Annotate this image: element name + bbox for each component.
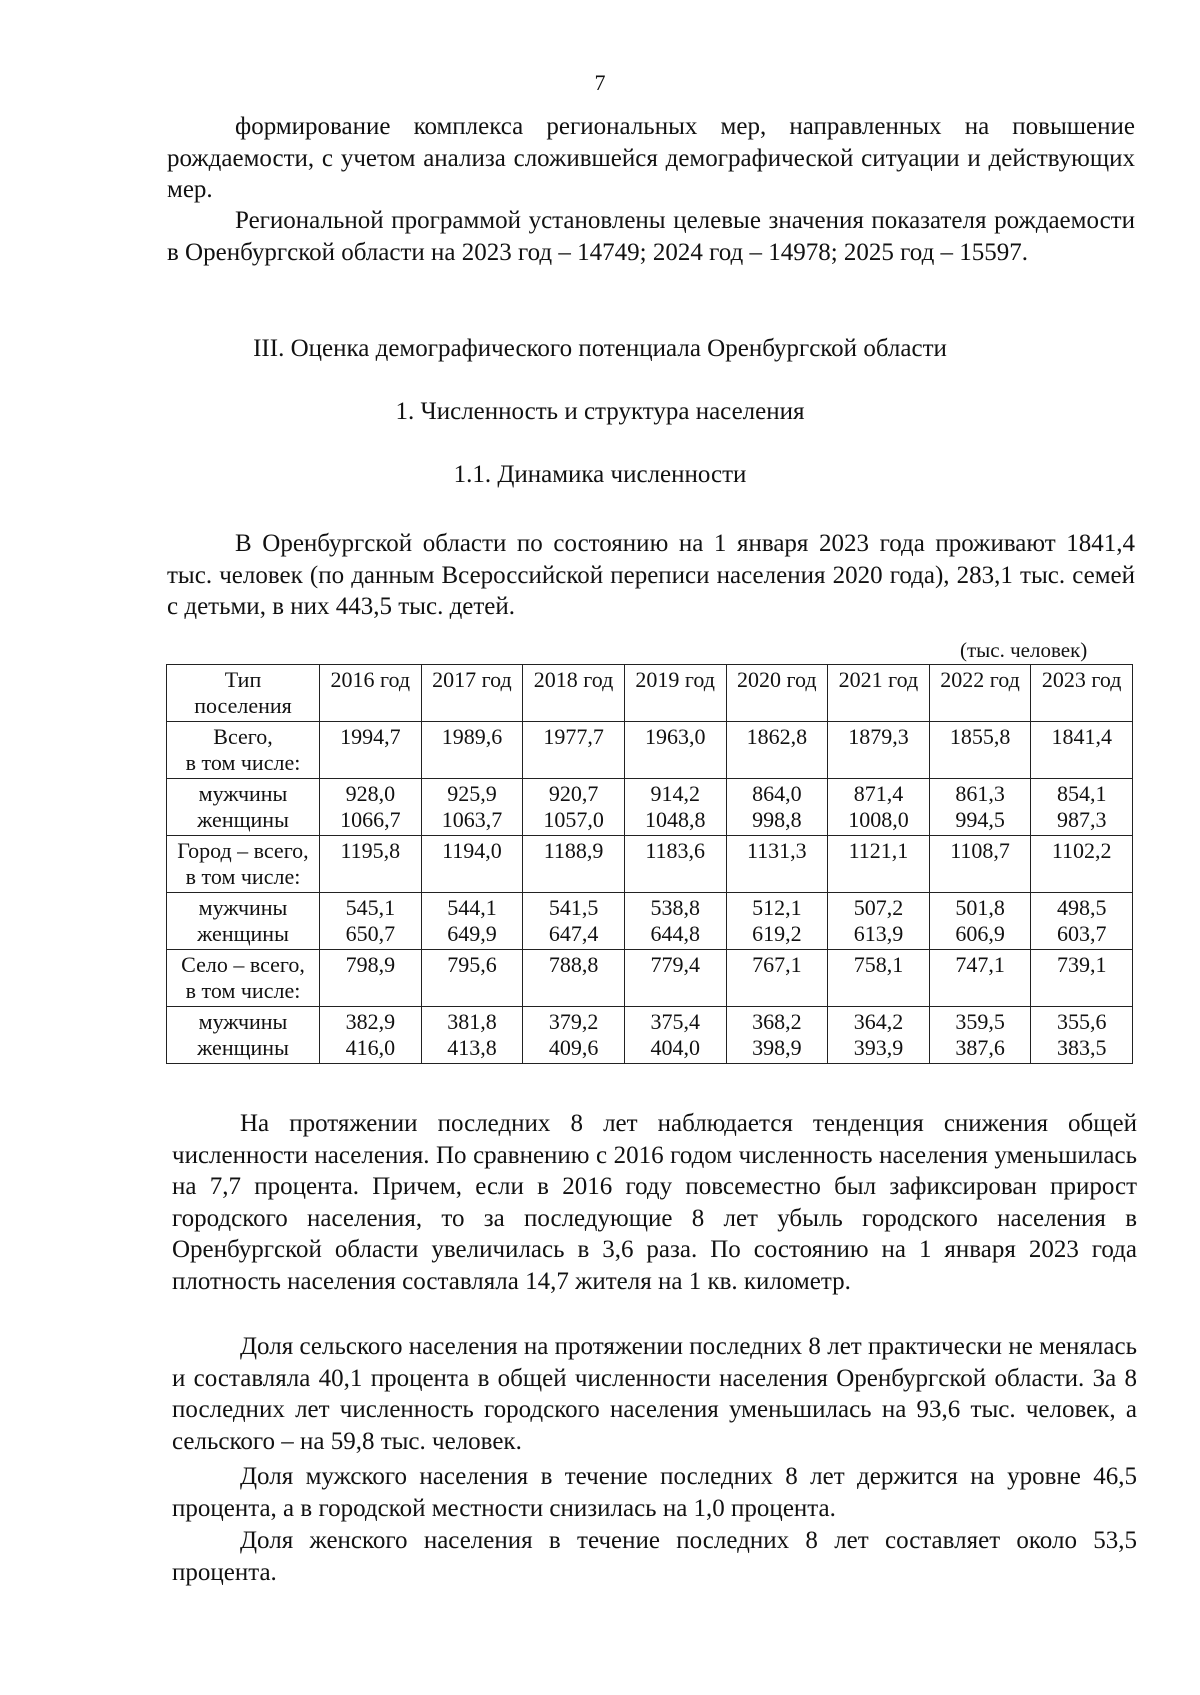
row-label: мужчины женщины bbox=[167, 779, 320, 836]
row-label: мужчины женщины bbox=[167, 893, 320, 950]
table-cell: 1862,8 bbox=[726, 722, 828, 779]
table-cell: 920,7 1057,0 bbox=[523, 779, 625, 836]
table-cell: 779,4 bbox=[624, 950, 726, 1007]
table-cell: 1188,9 bbox=[523, 836, 625, 893]
table-cell: 498,5 603,7 bbox=[1031, 893, 1133, 950]
table-cell: 795,6 bbox=[421, 950, 523, 1007]
table-cell: 1963,0 bbox=[624, 722, 726, 779]
table-cell: 1195,8 bbox=[320, 836, 422, 893]
table-row-total-by-sex bbox=[167, 779, 1133, 836]
population-table bbox=[166, 664, 1133, 1064]
column-header-type: Тип поселения bbox=[167, 665, 320, 722]
table-cell: 541,5 647,4 bbox=[523, 893, 625, 950]
intro-paragraph-2: Региональной программой установлены целевые значения показателя рождаемости в Оренбургской области на 2023 год – 14749; 2024 год – 14978; 2025 год – 15597. bbox=[167, 207, 1135, 266]
table-cell: 1994,7 bbox=[320, 722, 422, 779]
table-cell: 512,1 619,2 bbox=[726, 893, 828, 950]
table-cell: 1855,8 bbox=[929, 722, 1031, 779]
table-row-rural bbox=[167, 950, 1133, 1007]
table-cell: 864,0 998,8 bbox=[726, 779, 828, 836]
subsection-heading: 1. Численность и структура населения bbox=[395, 398, 805, 425]
table-cell: 739,1 bbox=[1031, 950, 1133, 1007]
row-label: Город – всего, в том числе: bbox=[167, 836, 320, 893]
table-cell: 871,4 1008,0 bbox=[828, 779, 930, 836]
table-cell: 375,4 404,0 bbox=[624, 1007, 726, 1064]
table-cell: 507,2 613,9 bbox=[828, 893, 930, 950]
population-paragraph: В Оренбургской области по состоянию на 1 января 2023 года проживают 1841,4 тыс. человек (по данным Всероссийской переписи населения 2020 года), 283,1 тыс. семей с детьми, в них 443,5 тыс. детей. bbox=[167, 530, 1135, 620]
table-cell: 798,9 bbox=[320, 950, 422, 1007]
table-cell: 914,2 1048,8 bbox=[624, 779, 726, 836]
table-row-total bbox=[167, 722, 1133, 779]
table-cell: 1977,7 bbox=[523, 722, 625, 779]
column-header-year: 2022 год bbox=[929, 665, 1031, 722]
table-cell: 1102,2 bbox=[1031, 836, 1133, 893]
intro-paragraph-1: формирование комплекса региональных мер, направленных на повышение рождаемости, с учетом анализа сложившейся демографической ситуации и действующих мер. bbox=[167, 113, 1135, 203]
table-header-row bbox=[167, 665, 1133, 722]
table-cell: 364,2 393,9 bbox=[828, 1007, 930, 1064]
column-header-year: 2018 год bbox=[523, 665, 625, 722]
table-cell: 861,3 994,5 bbox=[929, 779, 1031, 836]
row-label: Село – всего, в том числе: bbox=[167, 950, 320, 1007]
table-cell: 1131,3 bbox=[726, 836, 828, 893]
table-cell: 1108,7 bbox=[929, 836, 1031, 893]
table-cell: 788,8 bbox=[523, 950, 625, 1007]
table-row-urban-by-sex bbox=[167, 893, 1133, 950]
table-cell: 1183,6 bbox=[624, 836, 726, 893]
column-header-year: 2021 год bbox=[828, 665, 930, 722]
column-header-year: 2023 год bbox=[1031, 665, 1133, 722]
analysis-paragraph-1: На протяжении последних 8 лет наблюдается тенденция снижения общей численности населения. По сравнению с 2016 годом численность населения уменьшилась на 7,7 процента. Причем, если в 2016 году повсеместно был зафиксирован прирост городского населения, то за последующие 8 лет убыль городского населения в Оренбургской области увеличилась в 3,6 раза. По состоянию на 1 января 2023 года плотность населения составляла 14,7 жителя на 1 кв. километр. bbox=[172, 1110, 1137, 1295]
table-cell: 1194,0 bbox=[421, 836, 523, 893]
table-cell: 368,2 398,9 bbox=[726, 1007, 828, 1064]
table-cell: 545,1 650,7 bbox=[320, 893, 422, 950]
table-row-urban bbox=[167, 836, 1133, 893]
table-cell: 767,1 bbox=[726, 950, 828, 1007]
table-row-rural-by-sex bbox=[167, 1007, 1133, 1064]
table-cell: 925,9 1063,7 bbox=[421, 779, 523, 836]
page-number: 7 bbox=[594, 70, 606, 95]
table-cell: 379,2 409,6 bbox=[523, 1007, 625, 1064]
table-cell: 758,1 bbox=[828, 950, 930, 1007]
row-label: Всего, в том числе: bbox=[167, 722, 320, 779]
table-cell: 382,9 416,0 bbox=[320, 1007, 422, 1064]
table-cell: 359,5 387,6 bbox=[929, 1007, 1031, 1064]
subsubsection-heading: 1.1. Динамика численности bbox=[453, 461, 747, 488]
table-cell: 538,8 644,8 bbox=[624, 893, 726, 950]
row-label: мужчины женщины bbox=[167, 1007, 320, 1064]
table-cell: 544,1 649,9 bbox=[421, 893, 523, 950]
table-cell: 854,1 987,3 bbox=[1031, 779, 1133, 836]
table-units: (тыс. человек) bbox=[960, 638, 1088, 662]
analysis-paragraph-4: Доля женского населения в течение последних 8 лет составляет около 53,5 процента. bbox=[172, 1527, 1137, 1586]
column-header-year: 2019 год bbox=[624, 665, 726, 722]
table-cell: 1121,1 bbox=[828, 836, 930, 893]
table-cell: 747,1 bbox=[929, 950, 1031, 1007]
table-cell: 355,6 383,5 bbox=[1031, 1007, 1133, 1064]
analysis-paragraph-2: Доля сельского населения на протяжении последних 8 лет практически не менялась и составляла 40,1 процента в общей численности населения Оренбургской области. За 8 последних лет численность городского населения уменьшилась на 93,6 тыс. человек, а сельского – на 59,8 тыс. человек. bbox=[172, 1333, 1137, 1455]
section-heading: III. Оценка демографического потенциала Оренбургской области bbox=[253, 335, 947, 362]
table-cell: 928,0 1066,7 bbox=[320, 779, 422, 836]
column-header-year: 2017 год bbox=[421, 665, 523, 722]
table-cell: 1879,3 bbox=[828, 722, 930, 779]
table-cell: 1841,4 bbox=[1031, 722, 1133, 779]
table-cell: 501,8 606,9 bbox=[929, 893, 1031, 950]
column-header-year: 2020 год bbox=[726, 665, 828, 722]
analysis-paragraph-3: Доля мужского населения в течение последних 8 лет держится на уровне 46,5 процента, а в городской местности снизилась на 1,0 процента. bbox=[172, 1463, 1137, 1522]
column-header-year: 2016 год bbox=[320, 665, 422, 722]
table-cell: 381,8 413,8 bbox=[421, 1007, 523, 1064]
table-cell: 1989,6 bbox=[421, 722, 523, 779]
